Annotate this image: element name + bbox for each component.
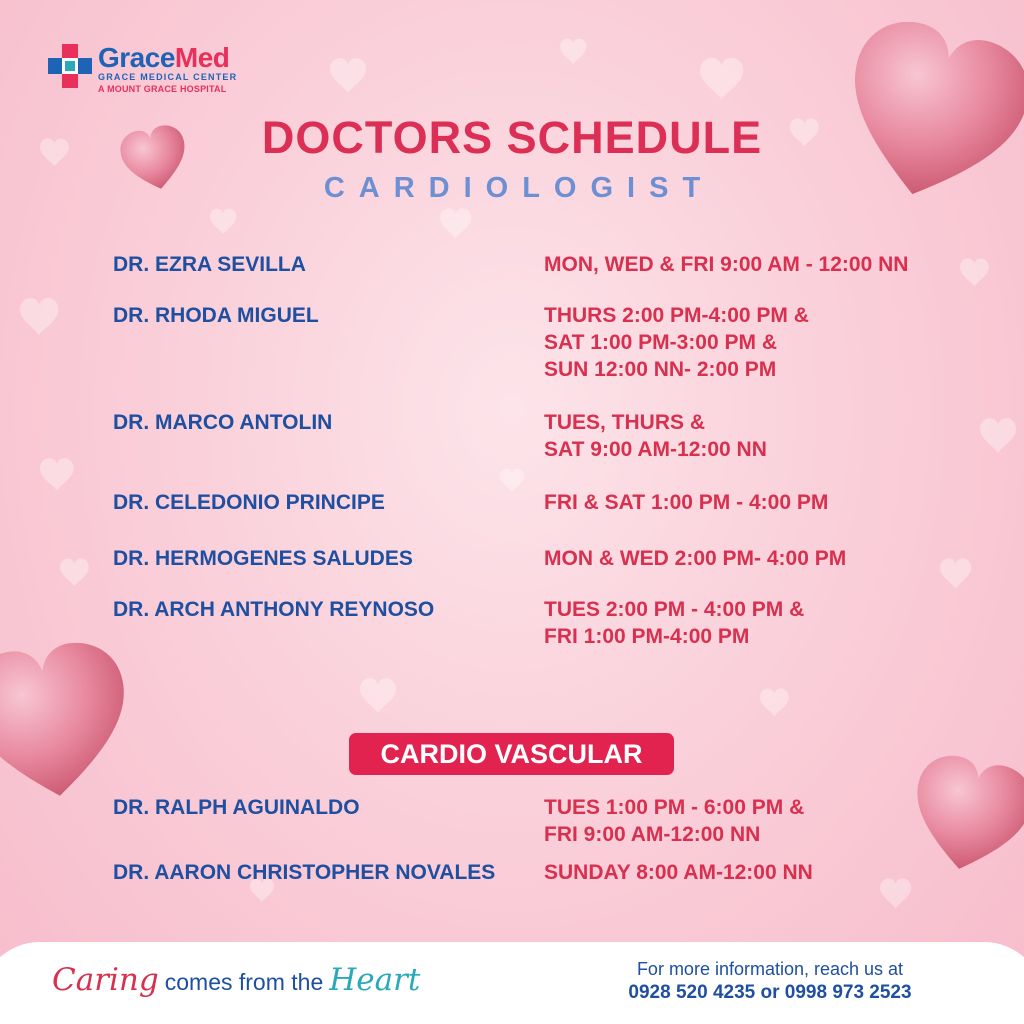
doctor-name: DR. ARCH ANTHONY REYNOSO bbox=[113, 598, 435, 621]
doctor-name: DR. RHODA MIGUEL bbox=[113, 304, 319, 327]
brand-subtitle: GRACE MEDICAL CENTER bbox=[98, 72, 238, 82]
schedule-text: TUES 1:00 PM - 6:00 PM & FRI 9:00 AM-12:00 NN bbox=[544, 796, 805, 846]
section-badge-cardio-vascular: CARDIO VASCULAR bbox=[349, 733, 674, 775]
contact-label: For more information, reach us at bbox=[636, 959, 904, 979]
page-title: DOCTORS SCHEDULE bbox=[261, 112, 763, 163]
tagline-script-caring: Caring bbox=[52, 962, 159, 998]
doctor-name: DR. MARCO ANTOLIN bbox=[113, 411, 333, 434]
contact-info bbox=[600, 958, 940, 1006]
schedule-text: THURS 2:00 PM-4:00 PM & SAT 1:00 PM-3:00 PM & SUN 12:00 NN- 2:00 PM bbox=[544, 304, 809, 381]
schedule-text: TUES 2:00 PM - 4:00 PM & FRI 1:00 PM-4:00 PM bbox=[544, 598, 805, 648]
footer-tagline bbox=[52, 962, 420, 1002]
doctor-name: DR. EZRA SEVILLA bbox=[113, 253, 306, 276]
brand-name: GraceMed bbox=[98, 42, 230, 73]
medical-cross-logo-icon bbox=[48, 44, 92, 88]
schedule-text: MON & WED 2:00 PM- 4:00 PM bbox=[544, 547, 847, 570]
tagline-script-heart: Heart bbox=[329, 962, 421, 998]
doctor-name: DR. HERMOGENES SALUDES bbox=[113, 547, 413, 570]
gracemed-logo bbox=[48, 40, 248, 100]
heart-decoration-icon bbox=[0, 640, 140, 810]
contact-phone-numbers: 0928 520 4235 or 0998 973 2523 bbox=[628, 982, 912, 1003]
doctor-name: DR. CELEDONIO PRINCIPE bbox=[113, 491, 385, 514]
brand-tagline: A MOUNT GRACE HOSPITAL bbox=[98, 84, 227, 94]
tagline-middle: comes from the bbox=[164, 969, 324, 995]
doctor-name: DR. AARON CHRISTOPHER NOVALES bbox=[113, 861, 496, 884]
schedule-text: SUNDAY 8:00 AM-12:00 NN bbox=[544, 861, 813, 884]
heart-decoration-icon bbox=[905, 755, 1024, 880]
doctor-name: DR. RALPH AGUINALDO bbox=[113, 796, 360, 819]
schedule-text: TUES, THURS & SAT 9:00 AM-12:00 NN bbox=[544, 411, 767, 461]
page-subtitle: CARDIOLOGIST bbox=[323, 172, 715, 204]
schedule-text: MON, WED & FRI 9:00 AM - 12:00 NN bbox=[544, 253, 909, 276]
schedule-text: FRI & SAT 1:00 PM - 4:00 PM bbox=[544, 491, 829, 514]
